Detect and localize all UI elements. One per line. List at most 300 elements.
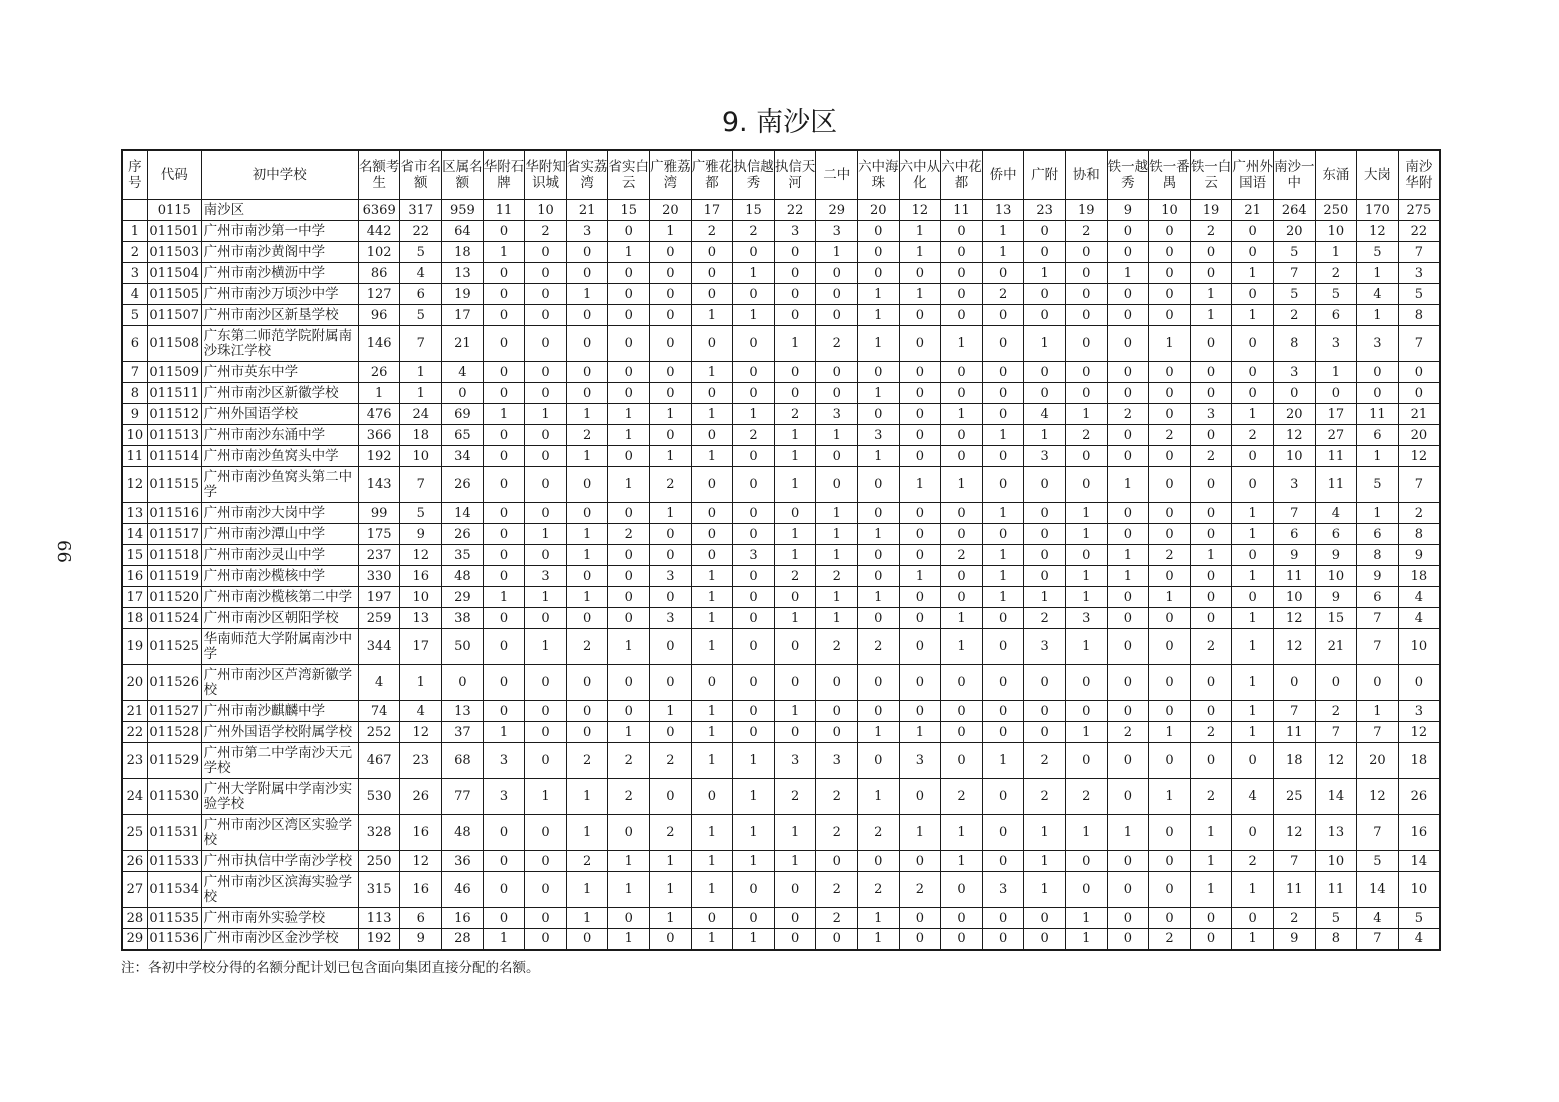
table-cell: 1 xyxy=(1024,815,1066,851)
table-cell: 0 xyxy=(691,665,733,701)
table-row xyxy=(122,608,1440,629)
table-row xyxy=(122,566,1440,587)
table-cell: 0 xyxy=(608,608,650,629)
table-cell: 0 xyxy=(608,908,650,929)
table-cell: 4 xyxy=(1398,929,1440,950)
table-cell: 2 xyxy=(1149,545,1191,566)
table-cell: 0 xyxy=(650,383,692,404)
table-cell: 1 xyxy=(816,425,858,446)
column-header: 广州外国语 xyxy=(1232,150,1274,200)
table-cell: 0 xyxy=(982,929,1024,950)
school-name-cell: 广州市南沙区芦湾新徽学校 xyxy=(201,665,358,701)
table-cell: 65 xyxy=(442,425,484,446)
column-header: 华附知识城 xyxy=(525,150,567,200)
table-cell: 0 xyxy=(525,701,567,722)
table-cell: 11 xyxy=(1273,566,1315,587)
table-cell: 0 xyxy=(899,851,941,872)
table-cell: 1 xyxy=(858,587,900,608)
table-cell: 1 xyxy=(774,467,816,503)
table-row xyxy=(122,722,1440,743)
table-cell: 0 xyxy=(525,362,567,383)
table-cell: 0 xyxy=(1190,665,1232,701)
table-cell: 0 xyxy=(1190,701,1232,722)
table-cell: 1 xyxy=(941,326,983,362)
table-cell: 0 xyxy=(899,545,941,566)
table-cell: 0 xyxy=(899,305,941,326)
table-cell: 20 xyxy=(650,200,692,221)
table-cell: 0 xyxy=(941,587,983,608)
table-cell: 12 xyxy=(899,200,941,221)
table-cell: 20 xyxy=(122,665,147,701)
table-cell: 1 xyxy=(650,851,692,872)
table-cell: 0 xyxy=(941,383,983,404)
school-name-cell: 广州市南沙万顷沙中学 xyxy=(201,284,358,305)
table-cell: 0 xyxy=(1315,383,1357,404)
school-code-cell: 011514 xyxy=(147,446,201,467)
table-cell: 0 xyxy=(650,326,692,362)
table-cell: 17 xyxy=(400,629,442,665)
table-cell: 9 xyxy=(1357,566,1399,587)
table-cell: 18 xyxy=(442,242,484,263)
table-row xyxy=(122,524,1440,545)
table-cell: 0 xyxy=(899,326,941,362)
table-row xyxy=(122,467,1440,503)
table-cell: 19 xyxy=(442,284,484,305)
table-cell: 3 xyxy=(774,743,816,779)
table-cell: 366 xyxy=(358,425,400,446)
table-cell: 1 xyxy=(816,545,858,566)
school-code-cell: 011530 xyxy=(147,779,201,815)
table-cell: 1 xyxy=(816,524,858,545)
table-cell: 1 xyxy=(733,263,775,284)
table-cell: 0 xyxy=(650,545,692,566)
table-cell: 1 xyxy=(1232,929,1274,950)
table-cell: 1 xyxy=(691,722,733,743)
table-cell: 2 xyxy=(1398,503,1440,524)
column-header: 区属名额 xyxy=(442,150,484,200)
table-cell: 1 xyxy=(733,779,775,815)
table-cell: 175 xyxy=(358,524,400,545)
table-cell: 0 xyxy=(608,305,650,326)
table-cell: 1 xyxy=(566,524,608,545)
school-code-cell: 011526 xyxy=(147,665,201,701)
table-cell: 38 xyxy=(442,608,484,629)
table-cell: 2 xyxy=(899,872,941,908)
table-cell: 16 xyxy=(400,872,442,908)
table-cell: 10 xyxy=(400,446,442,467)
table-cell: 18 xyxy=(1398,743,1440,779)
table-cell: 0 xyxy=(733,503,775,524)
table-cell: 0 xyxy=(941,284,983,305)
table-cell: 0 xyxy=(941,263,983,284)
table-cell: 1 xyxy=(1024,425,1066,446)
table-cell: 0 xyxy=(1024,665,1066,701)
table-cell: 11 xyxy=(1273,722,1315,743)
table-cell: 0 xyxy=(733,608,775,629)
table-cell: 0 xyxy=(1065,545,1107,566)
table-cell: 0 xyxy=(941,524,983,545)
table-cell: 16 xyxy=(122,566,147,587)
table-cell: 5 xyxy=(1357,851,1399,872)
table-cell: 1 xyxy=(1149,779,1191,815)
table-cell: 0 xyxy=(1357,383,1399,404)
table-cell: 6 xyxy=(1315,524,1357,545)
table-cell: 0 xyxy=(1190,467,1232,503)
table-cell: 16 xyxy=(1398,815,1440,851)
table-cell: 1 xyxy=(691,362,733,383)
table-cell: 2 xyxy=(816,629,858,665)
table-cell: 2 xyxy=(1190,221,1232,242)
table-cell: 2 xyxy=(566,425,608,446)
table-cell: 3 xyxy=(525,566,567,587)
table-cell: 0 xyxy=(650,929,692,950)
table-cell: 0 xyxy=(691,383,733,404)
table-cell: 2 xyxy=(608,524,650,545)
table-cell: 9 xyxy=(400,524,442,545)
table-cell: 1 xyxy=(400,383,442,404)
table-cell: 99 xyxy=(358,503,400,524)
table-cell: 1 xyxy=(774,425,816,446)
table-cell: 1 xyxy=(691,404,733,425)
table-cell: 0 xyxy=(858,404,900,425)
table-cell: 0 xyxy=(1190,608,1232,629)
table-cell: 11 xyxy=(1273,872,1315,908)
column-header: 大岗 xyxy=(1357,150,1399,200)
table-cell: 0 xyxy=(1065,362,1107,383)
table-cell: 12 xyxy=(1357,779,1399,815)
table-cell: 1 xyxy=(982,743,1024,779)
table-cell: 10 xyxy=(400,587,442,608)
table-cell: 0 xyxy=(941,908,983,929)
table-cell: 3 xyxy=(1273,362,1315,383)
table-cell: 0 xyxy=(566,467,608,503)
table-cell: 0 xyxy=(442,383,484,404)
table-cell: 0 xyxy=(1107,524,1149,545)
table-cell: 1 xyxy=(566,404,608,425)
table-cell: 0 xyxy=(733,701,775,722)
table-row xyxy=(122,446,1440,467)
table-cell: 1 xyxy=(691,629,733,665)
table-cell: 1 xyxy=(1232,566,1274,587)
table-cell: 0 xyxy=(1149,851,1191,872)
table-row xyxy=(122,587,1440,608)
school-code-cell: 011513 xyxy=(147,425,201,446)
table-cell: 0 xyxy=(525,815,567,851)
column-header: 广雅荔湾 xyxy=(650,150,692,200)
table-cell: 10 xyxy=(1398,872,1440,908)
school-name-cell: 华南师范大学附属南沙中学 xyxy=(201,629,358,665)
table-cell: 2 xyxy=(650,743,692,779)
table-cell: 0 xyxy=(733,566,775,587)
table-cell: 0 xyxy=(982,305,1024,326)
table-cell: 0 xyxy=(1232,908,1274,929)
table-cell: 259 xyxy=(358,608,400,629)
table-cell: 2 xyxy=(1024,743,1066,779)
table-cell: 0 xyxy=(483,362,525,383)
table-row xyxy=(122,404,1440,425)
table-cell: 1 xyxy=(858,524,900,545)
table-cell: 0 xyxy=(733,908,775,929)
school-name-cell: 广州市南沙第一中学 xyxy=(201,221,358,242)
table-cell: 1 xyxy=(733,851,775,872)
table-cell: 0 xyxy=(1149,665,1191,701)
table-cell: 1 xyxy=(650,221,692,242)
table-cell: 0 xyxy=(899,404,941,425)
table-cell: 9 xyxy=(1398,545,1440,566)
school-code-cell: 011533 xyxy=(147,851,201,872)
table-cell: 0 xyxy=(566,305,608,326)
table-cell: 0 xyxy=(1149,629,1191,665)
table-cell: 7 xyxy=(1357,815,1399,851)
table-cell: 0 xyxy=(899,908,941,929)
table-cell: 1 xyxy=(858,722,900,743)
school-name-cell: 广东第二师范学院附属南沙珠江学校 xyxy=(201,326,358,362)
table-cell: 14 xyxy=(1357,872,1399,908)
table-cell: 1 xyxy=(774,851,816,872)
table-cell: 1 xyxy=(1107,815,1149,851)
table-cell: 34 xyxy=(442,446,484,467)
table-cell: 1 xyxy=(1065,404,1107,425)
table-cell: 0 xyxy=(816,305,858,326)
table-cell: 1 xyxy=(1232,524,1274,545)
table-cell: 10 xyxy=(1273,587,1315,608)
table-cell: 9 xyxy=(1315,587,1357,608)
table-cell: 0 xyxy=(1273,665,1315,701)
table-cell: 1 xyxy=(608,851,650,872)
column-header: 六中花都 xyxy=(941,150,983,200)
school-code-cell: 011528 xyxy=(147,722,201,743)
table-cell: 0 xyxy=(1065,305,1107,326)
table-cell: 1 xyxy=(525,779,567,815)
table-cell: 6 xyxy=(1357,425,1399,446)
table-cell: 1 xyxy=(899,722,941,743)
column-header: 东涌 xyxy=(1315,150,1357,200)
table-cell: 7 xyxy=(1357,608,1399,629)
table-cell: 0 xyxy=(941,722,983,743)
table-cell: 2 xyxy=(816,815,858,851)
table-cell: 16 xyxy=(400,815,442,851)
table-cell: 3 xyxy=(1190,404,1232,425)
table-cell: 0 xyxy=(1149,263,1191,284)
table-cell: 442 xyxy=(358,221,400,242)
table-cell: 197 xyxy=(358,587,400,608)
table-cell: 13 xyxy=(1315,815,1357,851)
table-cell: 0 xyxy=(1107,851,1149,872)
table-cell: 1 xyxy=(566,908,608,929)
table-row xyxy=(122,908,1440,929)
table-cell: 0 xyxy=(858,467,900,503)
table-cell: 315 xyxy=(358,872,400,908)
table-cell: 18 xyxy=(1398,566,1440,587)
table-cell: 0 xyxy=(525,665,567,701)
table-cell: 0 xyxy=(774,722,816,743)
table-cell: 1 xyxy=(733,929,775,950)
table-cell: 0 xyxy=(1149,503,1191,524)
table-cell: 12 xyxy=(1357,221,1399,242)
table-cell: 1 xyxy=(899,467,941,503)
table-cell: 0 xyxy=(982,815,1024,851)
table-cell: 0 xyxy=(941,425,983,446)
table-cell: 0 xyxy=(982,851,1024,872)
table-cell: 19 xyxy=(1190,200,1232,221)
footnote: 注：各初中学校分得的名额分配计划已包含面向集团直接分配的名额。 xyxy=(121,960,540,976)
table-cell: 0 xyxy=(483,284,525,305)
table-cell: 0 xyxy=(525,446,567,467)
table-row xyxy=(122,242,1440,263)
table-cell: 0 xyxy=(816,446,858,467)
table-cell: 330 xyxy=(358,566,400,587)
table-cell: 11 xyxy=(1315,446,1357,467)
school-code-cell: 011505 xyxy=(147,284,201,305)
table-cell: 4 xyxy=(1398,587,1440,608)
table-cell: 0 xyxy=(1065,446,1107,467)
table-cell: 0 xyxy=(1024,722,1066,743)
table-cell: 5 xyxy=(1357,467,1399,503)
table-cell: 96 xyxy=(358,305,400,326)
table-cell: 2 xyxy=(1315,701,1357,722)
table-cell: 1 xyxy=(1190,284,1232,305)
table-cell: 1 xyxy=(483,722,525,743)
table-cell: 2 xyxy=(816,326,858,362)
table-cell: 0 xyxy=(691,263,733,284)
table-cell: 0 xyxy=(525,851,567,872)
school-name-cell: 广州外国语学校附属学校 xyxy=(201,722,358,743)
school-code-cell: 011508 xyxy=(147,326,201,362)
table-cell: 0 xyxy=(1357,665,1399,701)
table-cell: 0 xyxy=(483,446,525,467)
table-cell: 0 xyxy=(1107,446,1149,467)
table-cell: 1 xyxy=(774,326,816,362)
table-cell: 18 xyxy=(400,425,442,446)
table-cell: 0 xyxy=(982,701,1024,722)
table-cell: 2 xyxy=(650,815,692,851)
table-cell: 3 xyxy=(899,743,941,779)
table-cell: 3 xyxy=(1273,467,1315,503)
table-cell: 0 xyxy=(608,665,650,701)
table-cell: 0 xyxy=(1232,284,1274,305)
table-cell: 28 xyxy=(122,908,147,929)
table-cell: 146 xyxy=(358,326,400,362)
table-cell: 2 xyxy=(816,779,858,815)
table-cell: 0 xyxy=(816,362,858,383)
table-cell: 2 xyxy=(1024,779,1066,815)
table-cell: 0 xyxy=(650,587,692,608)
school-code-cell: 011516 xyxy=(147,503,201,524)
school-code-cell: 011515 xyxy=(147,467,201,503)
table-cell: 0 xyxy=(1107,743,1149,779)
table-cell: 0 xyxy=(650,263,692,284)
table-cell: 26 xyxy=(122,851,147,872)
table-cell: 20 xyxy=(1357,743,1399,779)
table-cell: 0 xyxy=(1398,362,1440,383)
table-cell: 15 xyxy=(608,200,650,221)
table-cell: 3 xyxy=(650,566,692,587)
table-cell: 0 xyxy=(1107,608,1149,629)
column-header: 铁一白云 xyxy=(1190,150,1232,200)
table-cell: 0 xyxy=(525,263,567,284)
table-row xyxy=(122,425,1440,446)
table-cell: 0 xyxy=(1149,284,1191,305)
table-row xyxy=(122,200,1440,221)
table-cell: 0 xyxy=(733,524,775,545)
table-cell: 0 xyxy=(1065,701,1107,722)
table-cell: 2 xyxy=(566,743,608,779)
table-row xyxy=(122,221,1440,242)
table-cell: 7 xyxy=(1273,503,1315,524)
table-cell: 5 xyxy=(1398,284,1440,305)
table-cell: 0 xyxy=(1232,587,1274,608)
table-cell: 317 xyxy=(400,200,442,221)
table-cell: 21 xyxy=(122,701,147,722)
table-cell: 26 xyxy=(442,467,484,503)
school-code-cell: 011507 xyxy=(147,305,201,326)
table-row xyxy=(122,815,1440,851)
table-cell: 1 xyxy=(816,242,858,263)
table-cell: 3 xyxy=(483,779,525,815)
table-cell: 1 xyxy=(1065,503,1107,524)
table-cell: 1 xyxy=(1149,587,1191,608)
column-header: 初中学校 xyxy=(201,150,358,200)
table-cell: 1 xyxy=(1065,908,1107,929)
table-cell: 2 xyxy=(1315,263,1357,284)
table-cell: 0 xyxy=(1107,872,1149,908)
table-cell: 0 xyxy=(1107,629,1149,665)
table-cell: 0 xyxy=(1065,284,1107,305)
table-cell: 2 xyxy=(566,851,608,872)
column-header: 执信越秀 xyxy=(733,150,775,200)
table-cell: 8 xyxy=(1398,305,1440,326)
table-cell: 0 xyxy=(816,701,858,722)
table-cell: 3 xyxy=(816,404,858,425)
page-number: 66 xyxy=(52,540,74,563)
table-cell: 9 xyxy=(1273,545,1315,566)
table-cell: 1 xyxy=(608,929,650,950)
table-cell: 250 xyxy=(358,851,400,872)
table-cell: 9 xyxy=(1107,200,1149,221)
table-cell: 0 xyxy=(733,242,775,263)
table-cell: 24 xyxy=(400,404,442,425)
table-cell: 0 xyxy=(941,701,983,722)
table-cell: 8 xyxy=(1398,524,1440,545)
table-cell: 0 xyxy=(483,305,525,326)
table-cell: 6 xyxy=(400,284,442,305)
table-cell: 37 xyxy=(442,722,484,743)
table-cell: 0 xyxy=(941,872,983,908)
table-cell: 0 xyxy=(525,467,567,503)
table-cell: 11 xyxy=(1315,872,1357,908)
column-header: 六中从化 xyxy=(899,150,941,200)
table-cell: 26 xyxy=(442,524,484,545)
table-cell: 0 xyxy=(1149,221,1191,242)
table-cell: 0 xyxy=(1190,566,1232,587)
table-cell: 0 xyxy=(774,929,816,950)
table-cell: 0 xyxy=(1065,743,1107,779)
table-row xyxy=(122,743,1440,779)
table-cell: 7 xyxy=(1398,467,1440,503)
table-cell: 0 xyxy=(1107,221,1149,242)
table-cell: 0 xyxy=(1065,467,1107,503)
table-cell: 0 xyxy=(608,815,650,851)
table-cell: 1 xyxy=(1190,305,1232,326)
table-cell: 17 xyxy=(691,200,733,221)
table-cell: 0 xyxy=(525,242,567,263)
table-cell: 0 xyxy=(650,305,692,326)
table-cell: 0 xyxy=(1065,242,1107,263)
table-cell: 1 xyxy=(1190,851,1232,872)
table-cell: 0 xyxy=(733,872,775,908)
table-cell: 0 xyxy=(608,221,650,242)
table-cell: 0 xyxy=(899,524,941,545)
